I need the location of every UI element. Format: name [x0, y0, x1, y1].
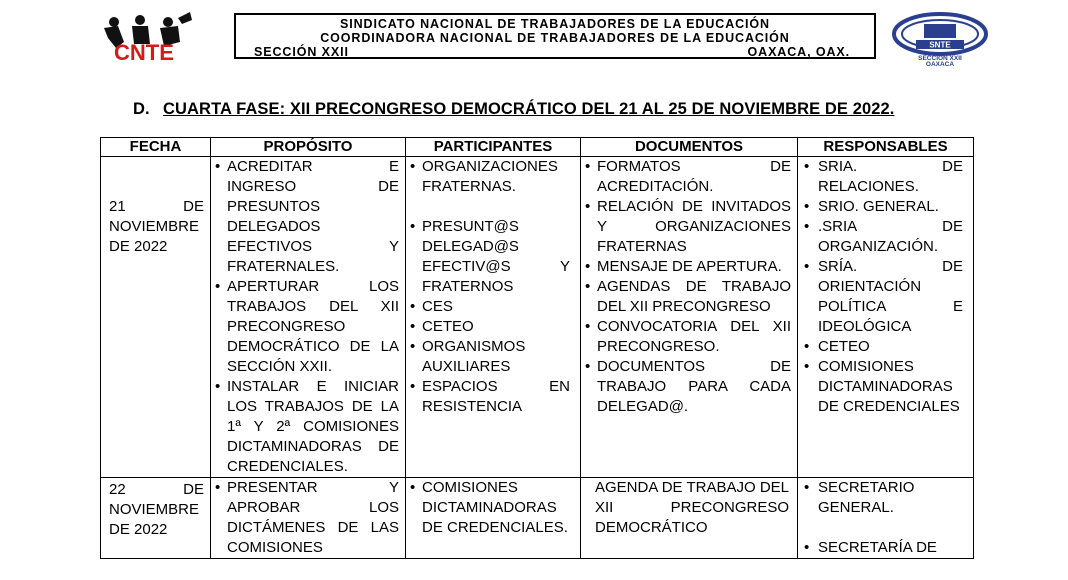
header-section: SECCIÓN XXII	[254, 45, 349, 59]
header-participantes: PARTICIPANTES	[406, 138, 581, 157]
list-item: • SRIA. DE RELACIONES.	[798, 157, 973, 197]
cell-responsables	[798, 157, 974, 478]
list-item: • CES	[406, 297, 580, 317]
list-item: • MENSAJE DE APERTURA.	[581, 257, 797, 277]
cell-fecha: 21 DE NOVIEMBRE DE 2022	[101, 157, 211, 478]
header-fecha: FECHA	[101, 138, 211, 157]
list-item: • CETEO	[798, 337, 973, 357]
header-line-3	[236, 45, 874, 59]
header-line-1: SINDICATO NACIONAL DE TRABAJADORES DE LA EDUCACIÓN	[340, 17, 770, 31]
list-item: • RELACIÓN DE INVITADOS Y ORGANIZACIONES FRATERNAS	[581, 197, 797, 257]
list-item: • ORGANISMOS AUXILIARES	[406, 337, 580, 377]
cell-documentos: AGENDA DE TRABAJO DEL XII PRECONGRESO DEMOCRÁTICO	[581, 478, 798, 559]
schedule-table	[100, 137, 974, 559]
list-item: • AGENDAS DE TRABAJO DEL XII PRECONGRESO	[581, 277, 797, 317]
list-item: • SECRETARIO GENERAL.	[798, 478, 973, 518]
section-title-text: CUARTA FASE: XII PRECONGRESO DEMOCRÁTICO DEL 21 AL 25 DE NOVIEMBRE DE 2022.	[163, 100, 895, 118]
cell-documentos	[581, 157, 798, 478]
cell-proposito	[211, 157, 406, 478]
cell-fecha: 22 DE NOVIEMBRE DE 2022	[101, 478, 211, 559]
list-item: • COMISIONES DICTAMINADORAS DE CREDENCIALES	[798, 357, 973, 417]
list-item: • COMISIONES DICTAMINADORAS DE CREDENCIALES.	[406, 478, 580, 538]
cnte-logo	[94, 8, 222, 64]
list-item: • ORGANIZACIONES FRATERNAS.	[406, 157, 580, 197]
list-item: • PRESENTAR Y APROBAR LOS DICTÁMENES DE LAS COMISIONES	[211, 478, 405, 558]
svg-text:CNTE: CNTE	[114, 40, 174, 64]
snte-logo	[888, 10, 992, 66]
list-item: • FORMATOS DE ACREDITACIÓN.	[581, 157, 797, 197]
cell-proposito	[211, 478, 406, 559]
svg-text:OAXACA: OAXACA	[925, 61, 955, 66]
svg-text:SECCIÓN XXII: SECCIÓN XXII	[918, 55, 962, 62]
table-row	[101, 478, 974, 559]
cell-participantes	[406, 478, 581, 559]
cell-responsables	[798, 478, 974, 559]
header-proposito: PROPÓSITO	[211, 138, 406, 157]
header-location: OAXACA, OAX.	[747, 45, 850, 59]
header-box	[234, 13, 876, 59]
section-letter: D.	[133, 100, 150, 118]
header-responsables: RESPONSABLES	[798, 138, 974, 157]
list-item: • SECRETARÍA DE	[798, 538, 973, 558]
table-row	[101, 157, 974, 478]
list-item: • SRIO. GENERAL.	[798, 197, 973, 217]
table-header-row	[101, 138, 974, 157]
list-item: • INSTALAR E INICIAR LOS TRABAJOS DE LA 1ª Y 2ª COMISIONES DICTAMINADORAS DE CREDENCIALES.	[211, 377, 405, 477]
header-documentos: DOCUMENTOS	[581, 138, 798, 157]
list-item: • APERTURAR LOS TRABAJOS DEL XII PRECONGRESO DEMOCRÁTICO DE LA SECCIÓN XXII.	[211, 277, 405, 377]
list-item: • PRESUNT@S DELEGAD@S EFECTIV@S Y FRATERNOS	[406, 217, 580, 297]
list-item: • ACREDITAR E INGRESO DE PRESUNTOS DELEGADOS EFECTIVOS Y FRATERNALES.	[211, 157, 405, 277]
header-line-2: COORDINADORA NACIONAL DE TRABAJADORES DE LA EDUCACIÓN	[320, 31, 790, 45]
list-item: • ESPACIOS EN RESISTENCIA	[406, 377, 580, 417]
list-item: • SRÍA. DE ORIENTACIÓN POLÍTICA E IDEOLÓGICA	[798, 257, 973, 337]
section-title	[133, 100, 895, 119]
svg-text:SNTE: SNTE	[929, 40, 951, 50]
list-item: • .SRIA DE ORGANIZACIÓN.	[798, 217, 973, 257]
list-item: • DOCUMENTOS DE TRABAJO PARA CADA DELEGAD@.	[581, 357, 797, 417]
cell-participantes	[406, 157, 581, 478]
list-item: • CONVOCATORIA DEL XII PRECONGRESO.	[581, 317, 797, 357]
list-item: • CETEO	[406, 317, 580, 337]
